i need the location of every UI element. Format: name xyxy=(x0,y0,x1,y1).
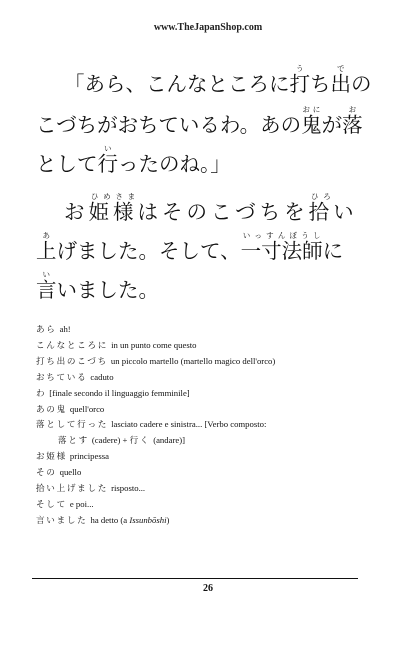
ruby-word: 落お xyxy=(342,105,363,137)
vocab-entry: こんなところに in un punto come questo xyxy=(36,339,197,351)
story-text: い xyxy=(333,200,358,224)
story-text: お xyxy=(64,200,89,224)
ruby-word: 一寸法師いっすんぼうし xyxy=(240,231,323,263)
story-text: ったのね。」 xyxy=(118,152,231,176)
story-line-3 xyxy=(36,144,231,177)
story-text: 「あら、こんなところに xyxy=(64,72,290,96)
vocab-entry: 打ち出のこづち un piccolo martello (martello magico dell'orco) xyxy=(36,355,276,367)
site-header: www.TheJapanShop.com xyxy=(153,22,263,33)
story-text: はそのこづちを xyxy=(137,200,309,224)
story-text: ち xyxy=(310,72,331,96)
ruby-word: 拾ひろ xyxy=(308,192,334,224)
story-line-6 xyxy=(36,270,159,303)
vocab-entry: 拾い上げました risposto... xyxy=(36,483,146,495)
ruby-word: 鬼おに xyxy=(301,105,322,137)
footer-divider xyxy=(32,578,358,579)
vocab-entry-continuation: 落とす (cadere) + 行く (andare)] xyxy=(58,435,186,447)
story-line-4 xyxy=(64,192,358,225)
vocabulary-list xyxy=(36,322,386,529)
vocab-entry: 落として行った lasciato cadere e sinistra... [Verbo composto: xyxy=(36,419,267,431)
vocab-entry: そして e poi... xyxy=(36,498,94,510)
story-line-5 xyxy=(36,231,343,264)
page-number: 26 xyxy=(203,583,213,594)
story-text: が xyxy=(321,113,343,137)
vocab-entry: あら ah! xyxy=(36,324,71,335)
ruby-word: 姫様ひめさま xyxy=(88,192,138,224)
vocab-entry: その quello xyxy=(36,467,82,479)
story-line-1 xyxy=(64,64,372,97)
vocab-entry: わ [finale secondo il linguaggio femminile] xyxy=(36,387,190,399)
ruby-word: 打う xyxy=(289,64,310,96)
ruby-word: 出で xyxy=(330,64,351,96)
vocab-entry: 言いました ha detto (a Issunbōshi) xyxy=(36,514,170,526)
story-text: こづちがおちているわ。あの xyxy=(36,113,302,137)
ruby-word: 言い xyxy=(36,270,57,302)
ruby-word: 上あ xyxy=(36,231,57,263)
vocab-entry: おちている caduto xyxy=(36,371,114,383)
story-text: として xyxy=(36,152,98,176)
story-text: いました。 xyxy=(56,278,159,302)
story-text: の xyxy=(351,72,372,96)
story-text: に xyxy=(322,239,344,263)
story-text: げました。そして、 xyxy=(56,239,241,263)
vocab-entry: お姫様 principessa xyxy=(36,451,109,463)
vocab-entry: あの鬼 quell'orco xyxy=(36,403,105,415)
ruby-word: 行い xyxy=(97,144,118,176)
story-line-2 xyxy=(36,105,363,138)
